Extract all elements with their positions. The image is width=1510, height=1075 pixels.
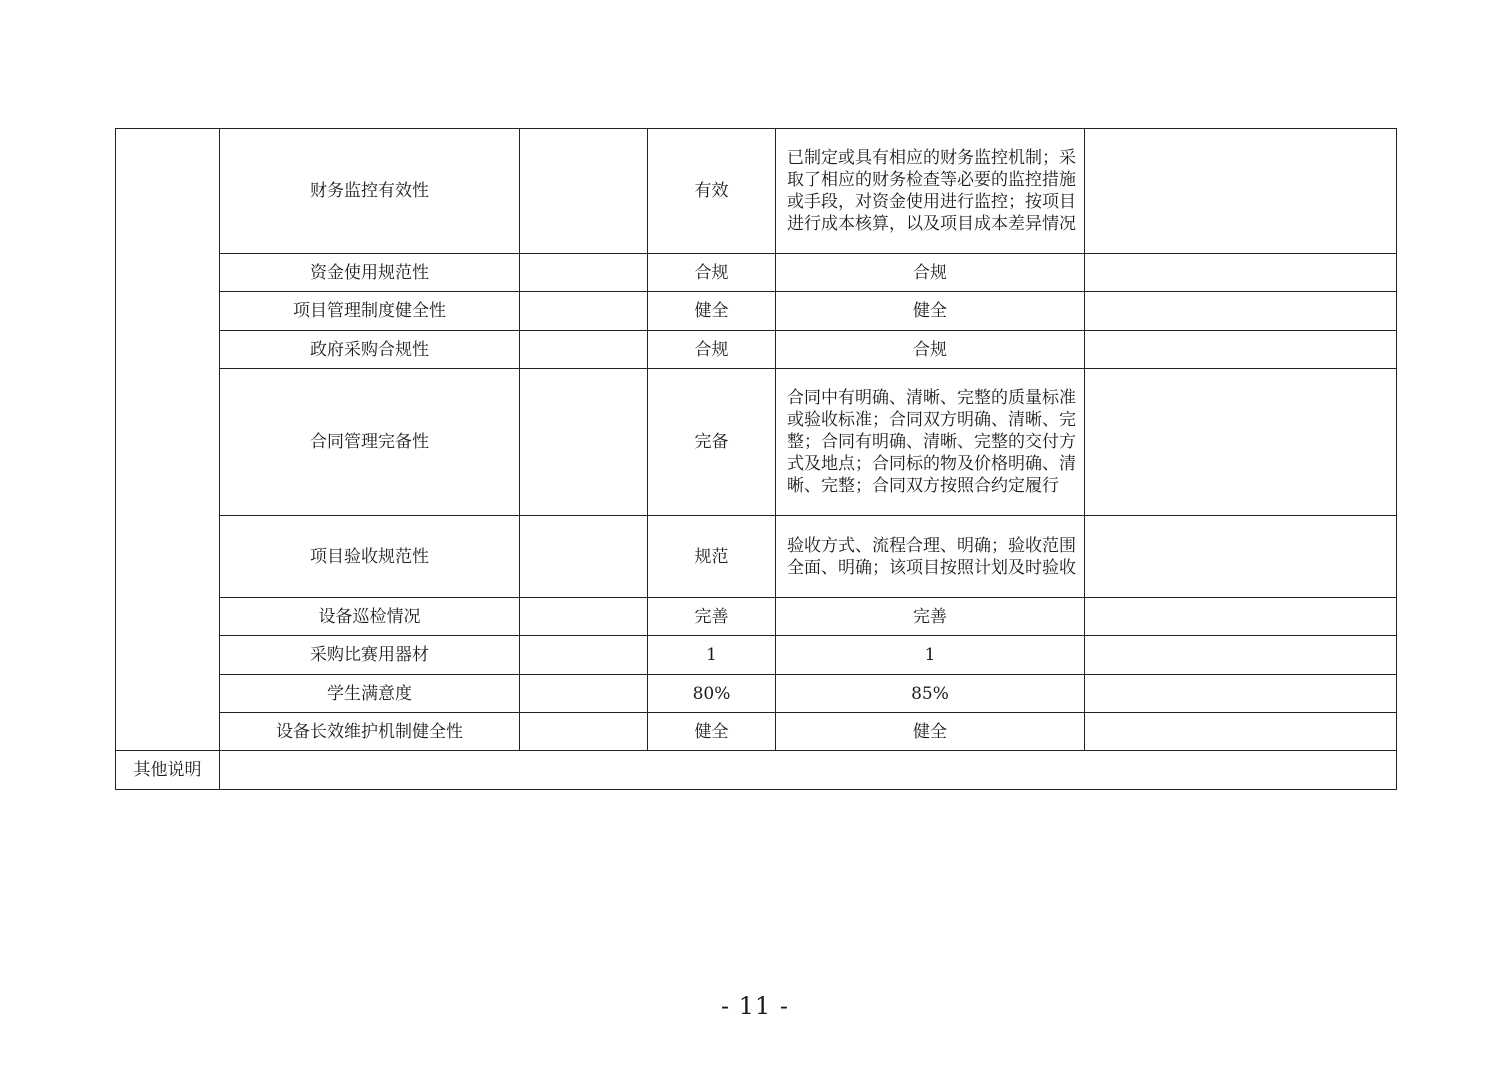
target-cell: 完善 xyxy=(648,598,776,636)
blank-cell xyxy=(520,675,648,713)
blank-cell xyxy=(520,369,648,516)
table-row xyxy=(116,331,1397,369)
remark-cell xyxy=(1085,636,1397,675)
table-row xyxy=(116,292,1397,331)
remark-cell xyxy=(1085,369,1397,516)
remark-cell xyxy=(1085,675,1397,713)
other-notes-label: 其他说明 xyxy=(116,751,220,790)
remark-cell xyxy=(1085,516,1397,598)
indicator-cell: 项目验收规范性 xyxy=(220,516,520,598)
indicator-cell: 设备巡检情况 xyxy=(220,598,520,636)
blank-cell xyxy=(520,129,648,254)
remark-cell xyxy=(1085,292,1397,331)
actual-cell: 健全 xyxy=(776,713,1085,751)
blank-cell xyxy=(520,331,648,369)
target-cell: 有效 xyxy=(648,129,776,254)
blank-cell xyxy=(520,254,648,292)
indicator-cell: 设备长效维护机制健全性 xyxy=(220,713,520,751)
indicator-cell: 财务监控有效性 xyxy=(220,129,520,254)
indicator-cell: 学生满意度 xyxy=(220,675,520,713)
target-cell: 完备 xyxy=(648,369,776,516)
target-cell: 合规 xyxy=(648,254,776,292)
indicator-cell: 资金使用规范性 xyxy=(220,254,520,292)
blank-cell xyxy=(520,636,648,675)
target-cell: 规范 xyxy=(648,516,776,598)
target-cell: 合规 xyxy=(648,331,776,369)
blank-cell xyxy=(520,598,648,636)
target-cell: 80% xyxy=(648,675,776,713)
remark-cell xyxy=(1085,713,1397,751)
page-number: - 11 - xyxy=(720,992,789,1020)
indicator-cell: 合同管理完备性 xyxy=(220,369,520,516)
merged-category-cell xyxy=(116,129,220,751)
actual-cell: 健全 xyxy=(776,292,1085,331)
actual-cell: 合规 xyxy=(776,331,1085,369)
performance-table xyxy=(115,128,1397,790)
blank-cell xyxy=(520,713,648,751)
actual-cell: 完善 xyxy=(776,598,1085,636)
actual-cell: 合同中有明确、清晰、完整的质量标准或验收标准；合同双方明确、清晰、完整；合同有明确、清晰、完整的交付方式及地点；合同标的物及价格明确、清晰、完整；合同双方按照合约定履行 xyxy=(776,369,1085,516)
actual-cell: 1 xyxy=(776,636,1085,675)
actual-cell: 已制定或具有相应的财务监控机制；采取了相应的财务检查等必要的监控措施或手段，对资金使用进行监控；按项目进行成本核算，以及项目成本差异情况 xyxy=(776,129,1085,254)
blank-cell xyxy=(520,292,648,331)
remark-cell xyxy=(1085,598,1397,636)
target-cell: 1 xyxy=(648,636,776,675)
indicator-cell: 项目管理制度健全性 xyxy=(220,292,520,331)
target-cell: 健全 xyxy=(648,713,776,751)
target-cell: 健全 xyxy=(648,292,776,331)
actual-cell: 验收方式、流程合理、明确；验收范围全面、明确；该项目按照计划及时验收 xyxy=(776,516,1085,598)
indicator-cell: 采购比赛用器材 xyxy=(220,636,520,675)
actual-cell: 85% xyxy=(776,675,1085,713)
table-row xyxy=(116,598,1397,636)
table-row xyxy=(116,713,1397,751)
table-row xyxy=(116,129,1397,254)
other-notes-value xyxy=(220,751,1397,790)
remark-cell xyxy=(1085,331,1397,369)
table-row xyxy=(116,636,1397,675)
indicator-cell: 政府采购合规性 xyxy=(220,331,520,369)
table-row xyxy=(116,254,1397,292)
remark-cell xyxy=(1085,129,1397,254)
table-row xyxy=(116,516,1397,598)
other-notes-row xyxy=(116,751,1397,790)
table-row xyxy=(116,369,1397,516)
actual-cell: 合规 xyxy=(776,254,1085,292)
blank-cell xyxy=(520,516,648,598)
remark-cell xyxy=(1085,254,1397,292)
table-row xyxy=(116,675,1397,713)
